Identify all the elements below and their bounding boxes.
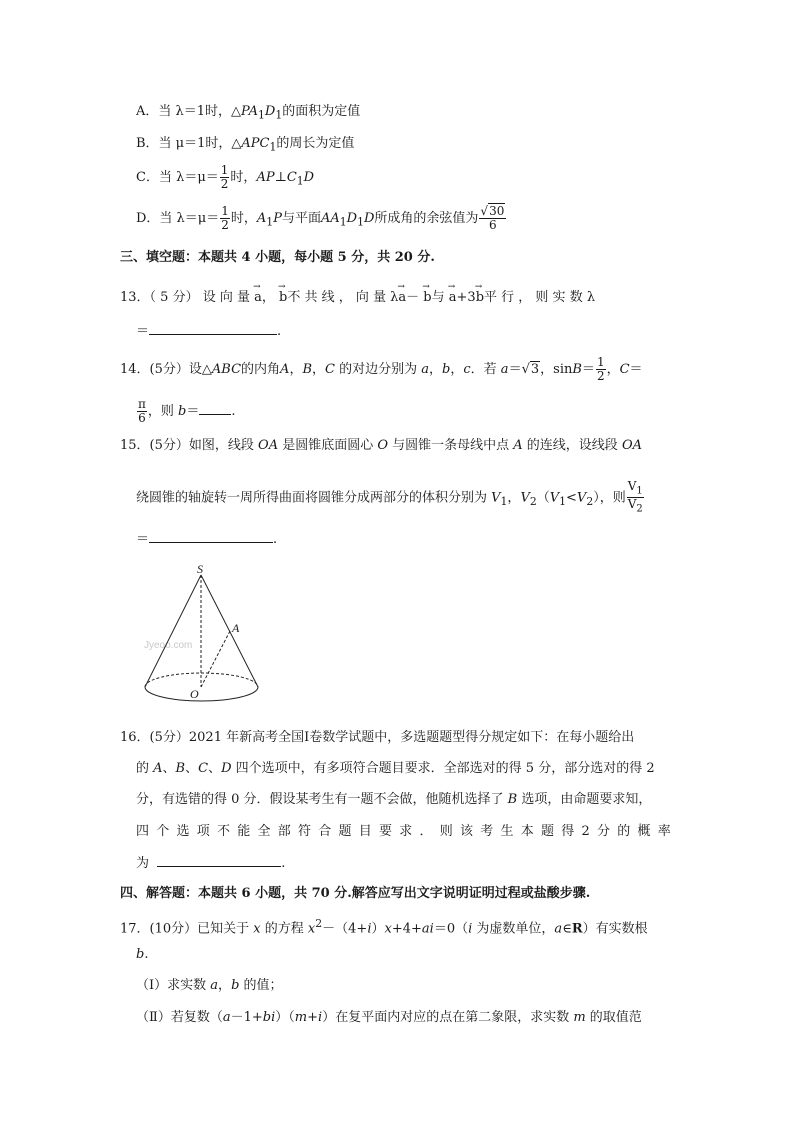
section-3-heading: 三、填空题：本题共 4 小题，每小题 5 分，共 20 分. bbox=[120, 250, 435, 265]
fraction-half: $\frac{1}{2}$ bbox=[221, 204, 229, 232]
base-front-arc bbox=[145, 687, 258, 701]
q16-line-1: 16．(5分）2021 年新高考全国Ⅰ卷数学试题中，多选题题型得分规定如下：在每小题给出 bbox=[120, 730, 635, 745]
option-c: C．当 λ＝μ＝ $\frac{1}{2}$ 时，$AP\perp C_1D$ bbox=[136, 163, 315, 191]
q17-part-2: （Ⅱ）若复数（a－1+bi）（m+i）在复平面内对应的点在第二象限，求实数 m 的取值范 bbox=[136, 1010, 642, 1025]
answer-blank bbox=[149, 320, 277, 335]
q15-line-2: 绕圆锥的轴旋转一周所得曲面将圆锥分成两部分的体积分别为 $V_1$，$V_2(V_1<V_2)$，则 $\frac{V_1}{V_2}$ bbox=[136, 479, 643, 515]
q17-part-1: （Ⅰ）求实数 a，b 的值； bbox=[136, 978, 283, 993]
fraction-half: $\frac{1}{2}$ bbox=[220, 163, 229, 191]
cone-figure bbox=[140, 560, 270, 710]
label-o: O bbox=[190, 687, 199, 701]
fraction-sqrt30-over-6: $\frac{√30}{6}$ bbox=[480, 204, 505, 232]
option-d: D．当 λ＝μ＝ $\frac{1}{2}$ 时，$A_1P$与平面$AA_1D_1D$所成角的余弦值为 $\frac{√30}{6}$ bbox=[136, 204, 505, 232]
label-a: A bbox=[232, 621, 240, 635]
option-b: B．当 μ＝1时，$\triangle APC_1$的周长为定值 bbox=[136, 136, 355, 154]
answer-blank bbox=[157, 852, 281, 867]
option-a: A．当 λ＝1时，$\triangle PA_1D_1$的面积为定值 bbox=[136, 104, 361, 122]
q14-line-1: 14．(5分）设△ABC的内角A，B，C 的对边分别为 a，b，c．若 a＝√3，sinB＝ $\frac{1}{2}$ ，C＝ bbox=[120, 355, 643, 383]
q16-line-4: 四 个 选 项 不 能 全 部 符 合 题 目 要 求 ． 则 该 考 生 本 题 得 2 分 的 概 率 bbox=[136, 824, 671, 839]
answer-blank bbox=[149, 528, 273, 543]
q13-line-2: ＝ . bbox=[136, 320, 281, 342]
fraction-half: $\frac{1}{2}$ bbox=[596, 355, 605, 383]
fraction-pi-over-6: $\frac{\pi}{6}$ bbox=[138, 397, 146, 425]
q15-line-3: ＝ . bbox=[136, 528, 277, 550]
q17-line-2: b. bbox=[136, 947, 149, 962]
cone-left-edge bbox=[145, 575, 201, 687]
q16-line-5: 为 . bbox=[136, 852, 285, 874]
q17-line-1: 17．(10分）已知关于 x 的方程 $x^2-(4+i)x+4+ai=0(i$ 为虚数单位，a∈R）有实数根 bbox=[120, 917, 648, 937]
fraction-v1-over-v2: $\frac{V_1}{V_2}$ bbox=[627, 479, 643, 515]
answer-blank bbox=[199, 400, 231, 415]
label-s: S bbox=[197, 562, 203, 576]
q16-line-3: 分，有选错的得 0 分．假设某考生有一题不会做，他随机选择了 B 选项，由命题要求知， bbox=[136, 792, 652, 807]
watermark: Jyeoo.com bbox=[144, 640, 193, 651]
q14-line-2: $\frac{\pi}{6}$ ，则 b＝ . bbox=[138, 397, 236, 425]
section-4-heading: 四、解答题：本题共 6 小题，共 70 分.解答应写出文字说明证明过程或盐酸步骤. bbox=[120, 886, 591, 901]
q13-line-1: 13．（ 5 分） 设 向 量 → a， → b不 共 线 ， 向 量 λ→ a－ → b与 → a+3→ b平 行 ， 则 实 数 λ bbox=[120, 288, 595, 308]
q16-line-2: 的 A、B、C、D 四个选项中，有多项符合题目要求．全部选对的得 5 分，部分选对的得 2 bbox=[136, 761, 655, 776]
q15-line-1: 15．(5分）如图，线段 OA 是圆锥底面圆心 O 与圆锥一条母线中点 A 的连线，设线段 OA bbox=[120, 438, 642, 453]
segment-oa bbox=[201, 631, 230, 687]
